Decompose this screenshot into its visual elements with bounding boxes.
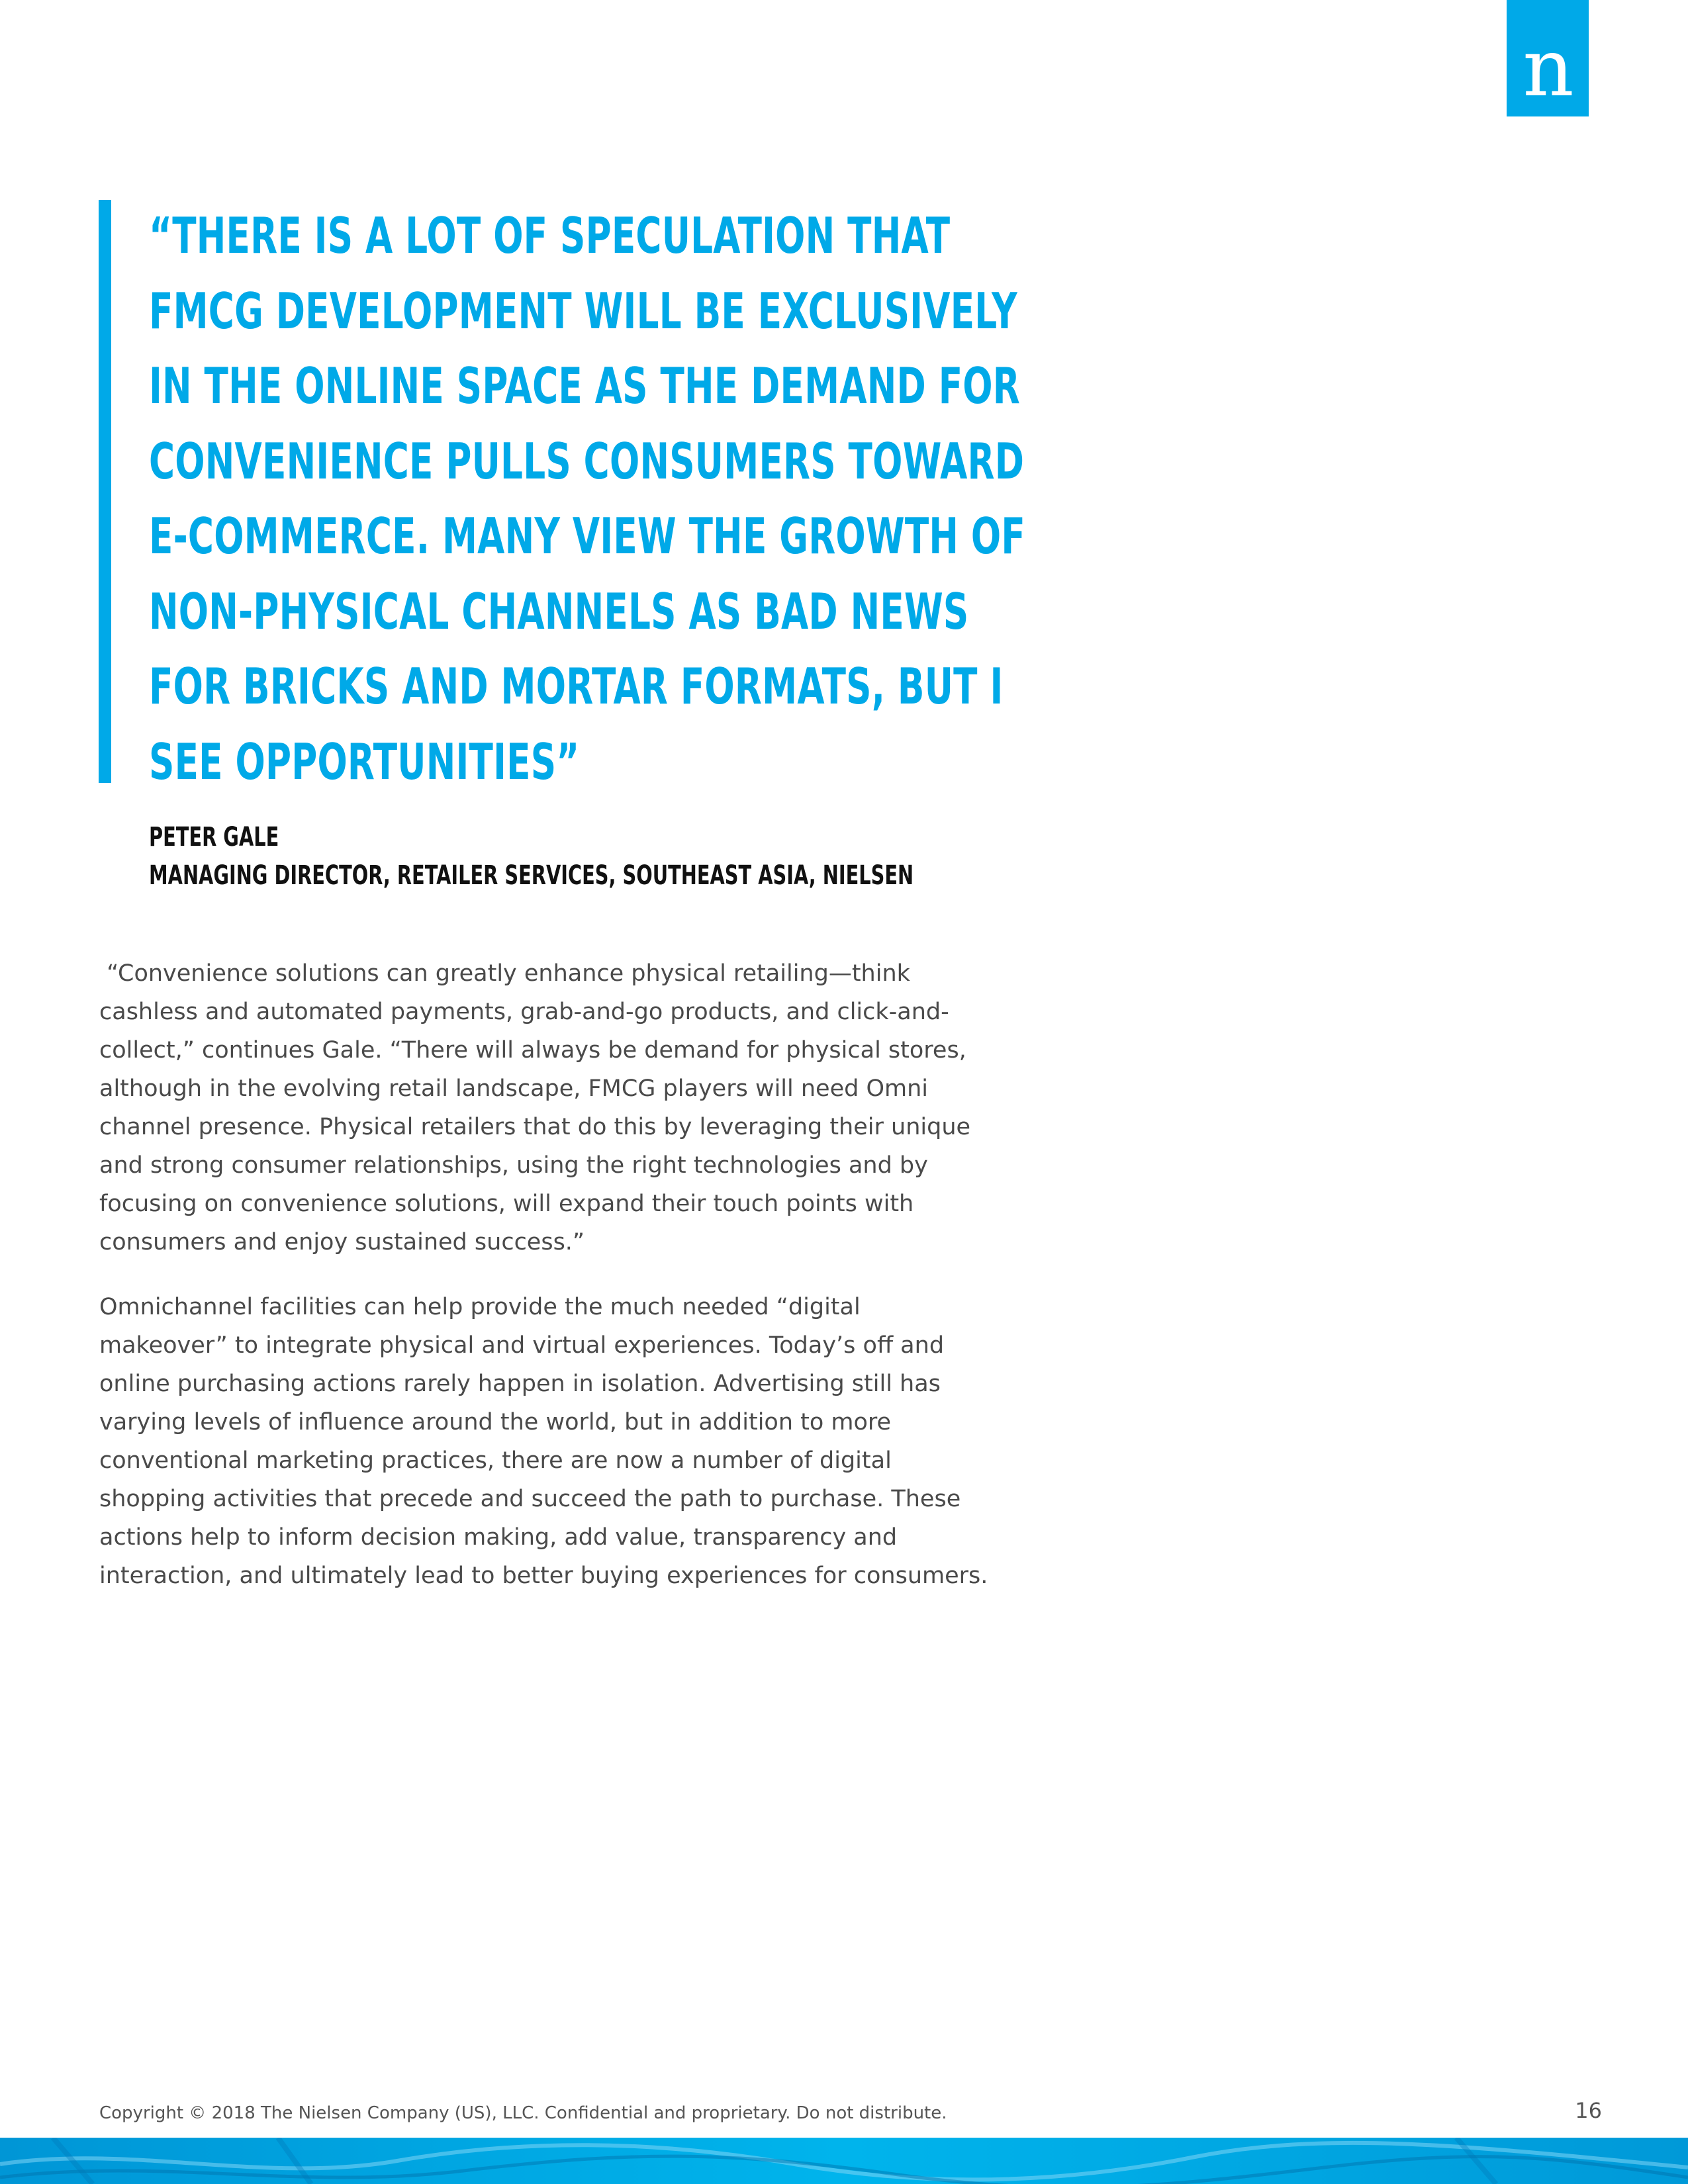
logo-letter: n (1523, 23, 1573, 114)
quote-line: SEE OPPORTUNITIES” (149, 732, 580, 791)
footer-copyright: Copyright © 2018 The Nielsen Company (US), LLC. Confidential and proprietary. Do not distribute. (99, 2103, 947, 2123)
paragraph-1 (99, 954, 1039, 1261)
body-text (99, 954, 1039, 1621)
text-line: focusing on convenience solutions, will expand their touch points with (99, 1191, 914, 1217)
quote-line: FMCG DEVELOPMENT WILL BE EXCLUSIVELY (149, 281, 1017, 340)
attribution-name: PETER GALE (149, 822, 279, 852)
quote-accent-bar (99, 200, 111, 783)
text-line: online purchasing actions rarely happen in isolation. Advertising still has (99, 1371, 941, 1397)
quote-line: FOR BRICKS AND MORTAR FORMATS, BUT I (149, 657, 1004, 715)
text-line: conventional marketing practices, there are now a number of digital (99, 1447, 892, 1474)
footer-wave-band (0, 2138, 1688, 2184)
quote-line: IN THE ONLINE SPACE AS THE DEMAND FOR (149, 357, 1020, 415)
paragraph-2 (99, 1288, 1039, 1595)
text-line: interaction, and ultimately lead to better buying experiences for consumers. (99, 1563, 988, 1589)
text-line: consumers and enjoy sustained success.” (99, 1229, 585, 1255)
quote-line: NON-PHYSICAL CHANNELS AS BAD NEWS (149, 582, 969, 641)
text-line: collect,” continues Gale. “There will always be demand for physical stores, (99, 1037, 966, 1064)
text-line: “Convenience solutions can greatly enhance physical retailing—think (99, 960, 910, 987)
page-number: 16 (1575, 2098, 1602, 2123)
text-line: cashless and automated payments, grab-and-go products, and click-and- (99, 999, 949, 1025)
pull-quote (149, 199, 1025, 799)
text-line: Omnichannel facilities can help provide the much needed “digital (99, 1294, 861, 1320)
text-line: makeover” to integrate physical and virtual experiences. Today’s off and (99, 1332, 945, 1359)
quote-line: E-COMMERCE. MANY VIEW THE GROWTH OF (149, 507, 1025, 565)
text-line: channel presence. Physical retailers that do this by leveraging their unique (99, 1114, 971, 1140)
text-line: although in the evolving retail landscape, FMCG players will need Omni (99, 1075, 929, 1102)
quote-line: CONVENIENCE PULLS CONSUMERS TOWARD (149, 432, 1025, 490)
quote-attribution (149, 818, 914, 895)
text-line: varying levels of influence around the world, but in addition to more (99, 1409, 892, 1435)
text-line: actions help to inform decision making, add value, transparency and (99, 1524, 898, 1551)
text-line: shopping activities that precede and succeed the path to purchase. These (99, 1486, 961, 1512)
quote-line: “THERE IS A LOT OF SPECULATION THAT (149, 206, 951, 265)
text-line: and strong consumer relationships, using the right technologies and by (99, 1152, 928, 1179)
attribution-title: MANAGING DIRECTOR, RETAILER SERVICES, SOUTHEAST ASIA, NIELSEN (149, 860, 914, 891)
nielsen-logo (1507, 0, 1589, 116)
